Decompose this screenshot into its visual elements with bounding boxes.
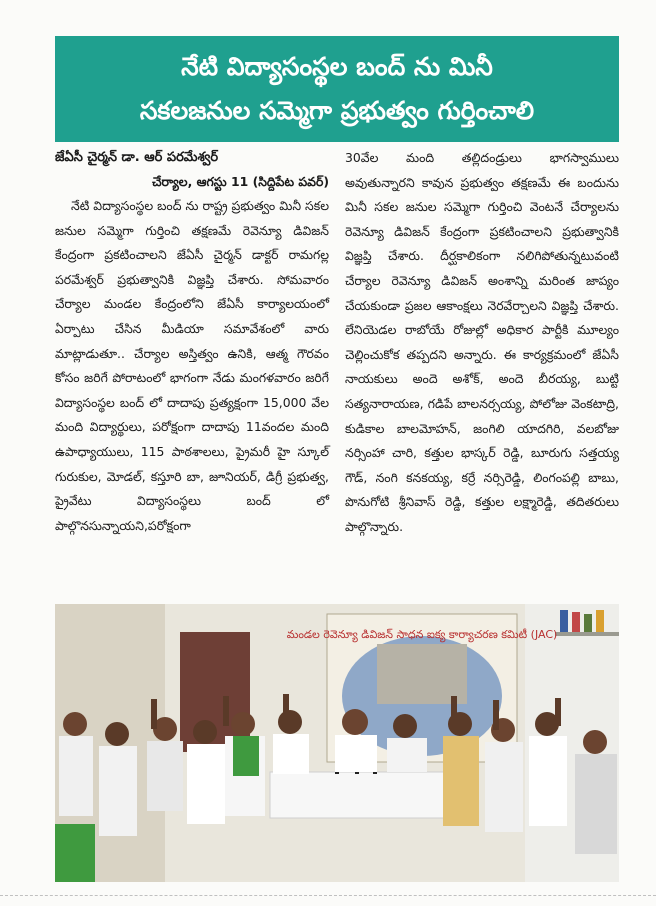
photo-illustration [55,604,619,882]
right-paragraph: 30వేల మంది తల్లిదండ్రులు భాగస్వాములు అవుతున్నారని కావున ప్రభుత్వం తక్షణమే ఈ బందును మినీ సకల జనుల సమ్మెగా గుర్తించి వెంటనే చేర్యాలను రెవెన్యూ డివిజన్ కేంద్రంగా ప్రకటించాలని ప్రభుత్వానికి విజ్ఞప్తి చేశారు. దీర్ఘకాలికంగా నలిగిపోతున్నటువంటి చేర్యాల రెవెన్యూ డివిజన్ అంశాన్ని మరింత జాప్యం చేయకుండా ప్రజల ఆకాంక్షలు నెరవేర్చాలని విజ్ఞప్తి చేశారు. లేనియెడల రాబోయే రోజుల్లో అధికార పార్టీకి మూల్యం చెల్లించుకోక తప్పదని అన్నారు. ఈ కార్యక్రమంలో జేఏసీ నాయకులు అందె అశోక్, అందె బీరయ్య, బుట్టి సత్యనారాయణ, గడిపే బాలనర్సయ్య, పోలోజు వెంకటాద్రి, కుడికాల బాలమోహన్, జంగిలి యాదగిరి, వలబోజు నర్సింహా చారి, కత్తుల భాస్కర్ రెడ్డి, బూరుగు సత్తయ్య గౌడ్, నంగి కనకయ్య, కర్రే నర్సిరెడ్డి, లింగంపల్లి బాబు, పొనుగోటి శ్రీనివాస్ రెడ్డి, కత్తుల లక్ష్మారెడ్డి, తదితరులు పాల్గొన్నారు. [345,150,619,534]
news-clipping [55,36,619,540]
bottom-dashed-rule [0,895,656,897]
right-column [337,146,619,540]
article-columns [55,146,619,540]
dateline: చేర్యాల, ఆగస్టు 11 (సిద్దిపేట పవర్) [152,174,329,189]
left-paragraph: నేటి విద్యాసంస్థల బంద్ ను రాష్ట్ర ప్రభుత్వం మినీ సకల జనుల సమ్మెగా గుర్తించి తక్షణమే రెవెన్యూ డివిజన్ కేంద్రంగా ప్రకటించాలని జేఏసీ చైర్మన్ డాక్టర్ రామగల్ల పరమేశ్వర్ ప్రభుత్వానికి విజ్ఞప్తి చేశారు. సోమవారం చేర్యాల మండల కేంద్రంలోని జేఏసీ కార్యాలయంలో ఏర్పాటు చేసిన మీడియా సమావేశంలో వారు మాట్లాడుతూ.. చేర్యాల అస్తిత్వం ఉనికి, ఆత్మ గౌరవం కోసం జరిగే పోరాటంలో భాగంగా నేడు మంగళవారం జరిగే విద్యాసంస్థల బంద్ లో దాదాపు ప్రత్యక్షంగా 15,000 వేల మంది విద్యార్థులు, పరోక్షంగా దాదాపు 11వందల మంది ఉపాధ్యాయులు, 115 పాఠశాలలు, ప్రైమరీ హై స్కూల్ గురుకుల, మోడల్, కస్తూరి బా, జూనియర్, డిగ్రీ ప్రభుత్వ, ప్రైవేటు విద్యాసంస్థలు బంద్ లో పాల్గొనసున్నాయని,పరోక్షంగా [55,198,329,533]
left-column-text [55,194,329,538]
byline: జేఏసీ చైర్మన్ డా. ఆర్ పరమేశ్వర్ [55,150,219,165]
press-meet-photo [55,604,619,882]
left-column [55,146,337,540]
headline-line-1: నేటి విద్యాసంస్థల బంద్ ను మినీ [181,52,493,81]
banner-text: మండల రెవెన్యూ డివిజన్ సాధన ఐక్య కార్యాచరణ కమిటీ (JAC) [286,628,558,641]
headline-line-2: సకలజనుల సమ్మెగా ప్రభుత్వం గుర్తించాలి [139,96,535,125]
headline-banner [55,36,619,142]
right-column-text [345,146,619,540]
